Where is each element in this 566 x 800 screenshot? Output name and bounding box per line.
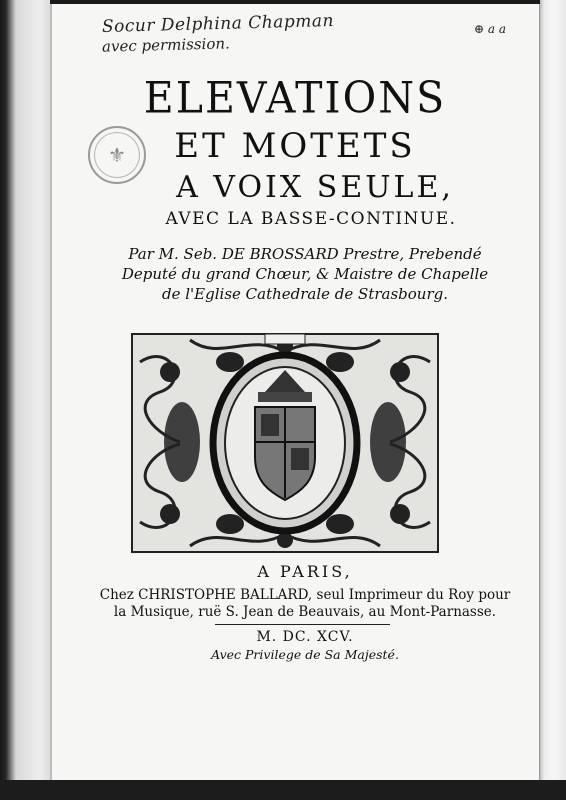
author-line-3: de l'Eglise Cathedrale de Strasbourg. [162, 285, 448, 303]
imprint-rule [215, 624, 390, 625]
title-line-4: AVEC LA BASSE-CONTINUE. [165, 209, 457, 229]
author-line-2: Deputé du grand Chœur, & Maistre de Chapelle [121, 265, 489, 283]
imprint-address-line: la Musique, ruë S. Jean de Beauvais, au Mont-Parnasse. [113, 604, 497, 620]
imprint-privilege: Avec Privilege de Sa Majesté. [211, 647, 399, 662]
author-line-1: Par M. Seb. DE BROSSARD Prestre, Prebendé [128, 245, 482, 263]
handwritten-owner-note: Socur Delphina Chapman [101, 10, 335, 38]
handwritten-shelfmark: ⊕ a a [474, 22, 506, 36]
fleur-de-lis-icon: ⚜ [108, 143, 126, 167]
facing-page-edge [0, 0, 50, 800]
imprint-place: A PARIS, [257, 562, 353, 581]
imprint-date: M. DC. XCV. [256, 629, 354, 645]
title-line-1: ELEVATIONS [143, 72, 447, 124]
title-line-3: A VOIX SEULE, [176, 170, 454, 205]
bottom-margin [0, 780, 566, 800]
title-line-2: ET MOTETS [174, 126, 416, 166]
title-page [50, 4, 540, 780]
shelfmark-symbol-icon: ⊕ [474, 22, 488, 36]
page-stack-edge [540, 0, 566, 800]
imprint-printer-line: Chez CHRISTOPHE BALLARD, seul Imprimeur du Roy pour [99, 587, 511, 603]
printers-vignette-icon [130, 332, 440, 554]
handwritten-permission-note: avec permission. [101, 34, 231, 56]
